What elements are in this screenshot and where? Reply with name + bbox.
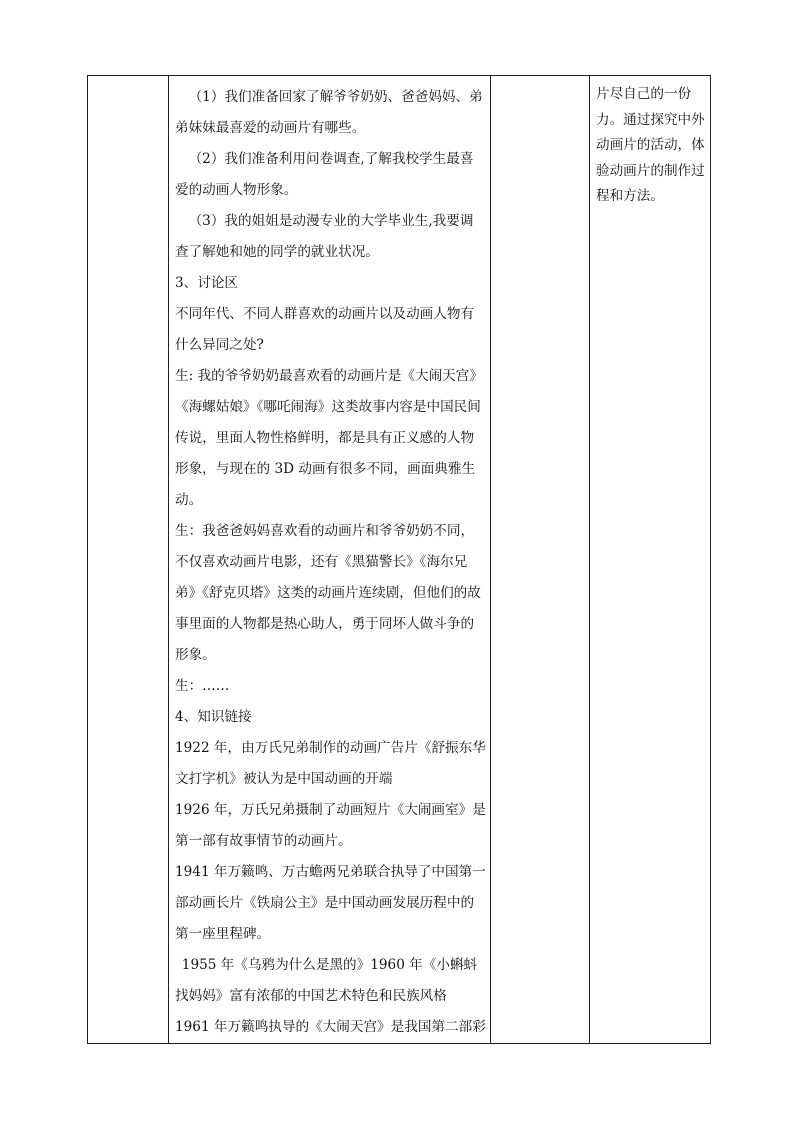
design-intent-text: 片尽自己的一份力。通过探究中外动画片的活动，体验动画片的制作过程和方法。 bbox=[596, 86, 705, 204]
table-cell-column-3 bbox=[491, 76, 590, 1044]
section-heading: 4、知识链接 bbox=[175, 709, 252, 725]
table-cell-column-1 bbox=[88, 76, 169, 1044]
section-heading: 3、讨论区 bbox=[175, 275, 239, 291]
activity-paragraph: 1922 年，由万氏兄弟制作的动画广告片《舒振东华文打字机》被认为是中国动画的开端 bbox=[175, 740, 486, 787]
table-cell-activity-content bbox=[169, 76, 491, 1044]
activity-paragraph: （2）我们准备利用问卷调查,了解我校学生最喜爱的动画人物形象。 bbox=[175, 151, 474, 198]
table-row bbox=[88, 76, 711, 1044]
activity-paragraph: 1955 年《乌鸦为什么是黑的》1960 年《小蝌蚪找妈妈》富有浓郁的中国艺术特色和民族风格 bbox=[175, 957, 478, 1004]
activity-paragraph: 生：我爸爸妈妈喜欢看的动画片和爷爷奶奶不同，不仅喜欢动画片电影，还有《黑猫警长》《海尔兄弟》《舒克贝塔》这类的动画片连续剧，但他们的故事里面的人物都是热心助人，勇于同坏人做斗争的形象。 bbox=[175, 523, 481, 663]
activity-paragraph: 1926 年，万氏兄弟摄制了动画短片《大闹画室》是第一部有故事情节的动画片。 bbox=[175, 802, 486, 849]
activity-content bbox=[169, 76, 490, 1043]
activity-paragraph: 1961 年万籁鸣执导的《大闹天宫》是我国第二部彩 bbox=[175, 1019, 486, 1035]
activity-paragraph: （1）我们准备回家了解爷爷奶奶、爸爸妈妈、弟弟妹妹最喜爱的动画片有哪些。 bbox=[175, 89, 483, 136]
activity-paragraph: （3）我的姐姐是动漫专业的大学毕业生,我要调查了解她和她的同学的就业状况。 bbox=[175, 213, 474, 260]
activity-paragraph: 生：…… bbox=[175, 678, 230, 694]
activity-paragraph: 生: 我的爷爷奶奶最喜欢看的动画片是《大闹天宫》《海螺姑娘》《哪吒闹海》这类故事内容是中国民间传说，里面人物性格鲜明，都是具有正义感的人物形象，与现在的 3D 动画有很多不同，画面典雅生动。 bbox=[175, 368, 483, 508]
lesson-plan-table bbox=[87, 75, 711, 1044]
activity-paragraph: 1941 年万籁鸣、万古蟾两兄弟联合执导了中国第一部动画长片《铁扇公主》是中国动画发展历程中的第一座里程碑。 bbox=[175, 864, 486, 942]
activity-paragraph: 不同年代、不同人群喜欢的动画片以及动画人物有什么异同之处? bbox=[175, 306, 475, 353]
table-cell-design-intent bbox=[590, 76, 711, 1044]
